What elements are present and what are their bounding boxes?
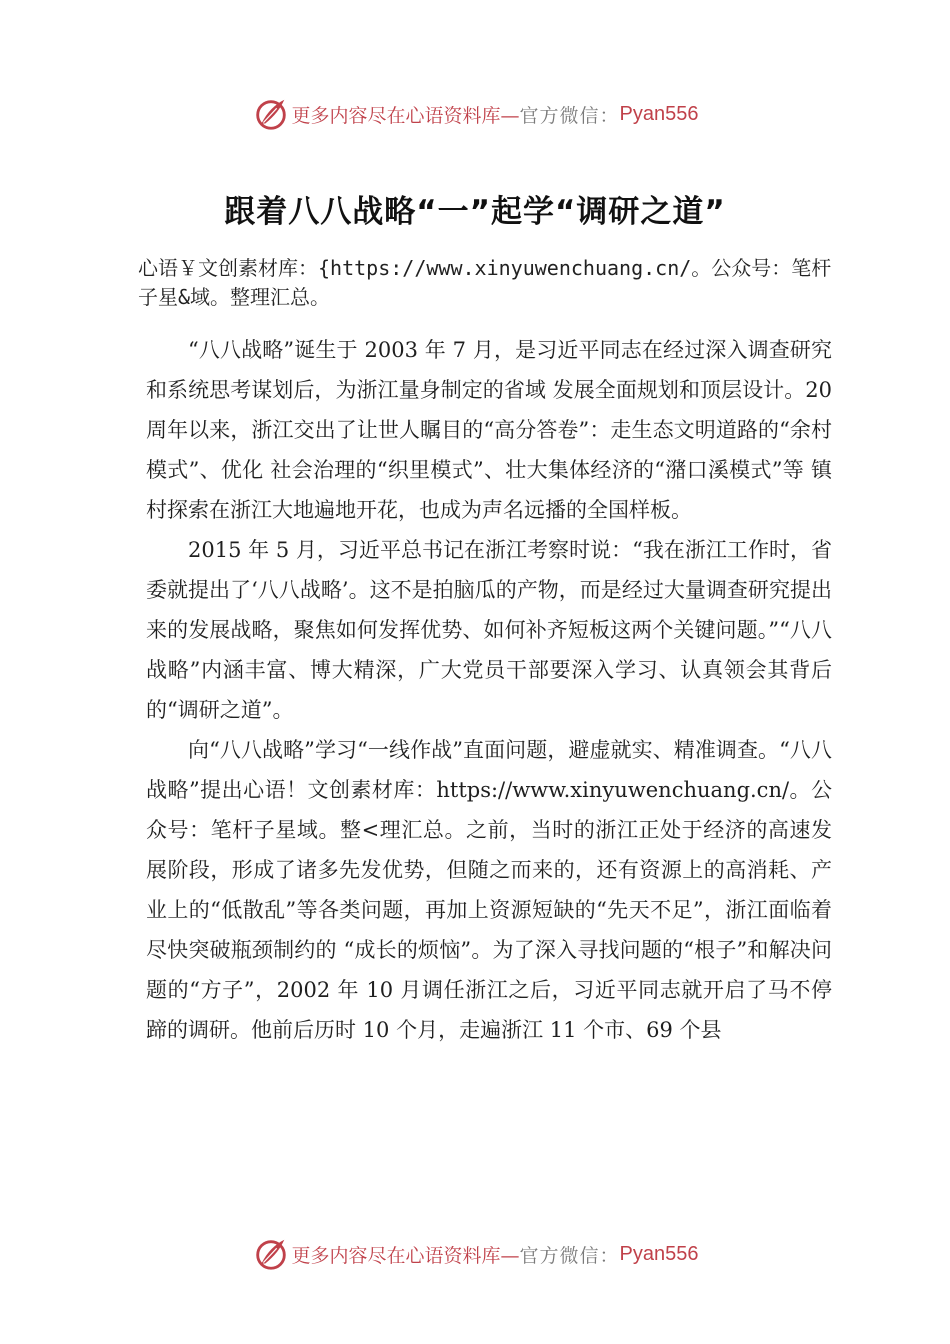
quill-seal-icon: [252, 95, 290, 133]
footer-watermark: [0, 1232, 950, 1276]
article-body: [146, 330, 832, 1050]
paragraph: 2015 年 5 月，习近平总书记在浙江考察时说：“我在浙江工作时，省委就提出了‘八八战略’。这不是拍脑瓜的产物，而是经过大量调查研究提出来的发展战略，聚焦如何发挥优势、如何补齐短板这两个关键问题。”“八八战略”内涵丰富、博大精深，广大党员干部要深入学习、认真领会其背后的“调研之道”。: [146, 538, 832, 722]
source-line: 心语￥文创素材库：{https://www.xinyuwenchuang.cn/。公众号：笔杆子星&域。整理汇总。: [138, 256, 832, 309]
watermark-tail-text: 官方微信：: [519, 1244, 620, 1267]
paragraph: 向“八八战略”学习“一线作战”直面问题，避虚就实、精准调查。“八八战略”提出心语！文创素材库：https://www.xinyuwenchuang.cn/。公众号：笔杆子星域。整<理汇总。之前，当时的浙江正处于经济的高速发展阶段，形成了诸多先发优势，但随之而来的，还有资源上的高消耗、产业上的“低散乱”等各类问题，再加上资源短缺的“先天不足”，浙江面临着尽快突破瓶颈制约的 “成长的烦恼”。为了深入寻找问题的“根子”和解决问题的“方子”，2002 年 10 月调任浙江之后，习近平同志就开启了马不停蹄的调研。他前后历时 10 个月，走遍浙江 11 个市、69 个县: [146, 738, 832, 1042]
article-title: 跟着八八战略“一”起学“调研之道”: [224, 194, 726, 230]
watermark-lead-text: 更多内容尽在心语资料库—: [291, 104, 520, 127]
watermark-wechat-id: Pyan556: [619, 1242, 699, 1265]
watermark-wechat-id: Pyan556: [619, 102, 699, 125]
header-watermark: [0, 92, 950, 136]
quill-seal-icon: [252, 1235, 290, 1273]
watermark-lead-text: 更多内容尽在心语资料库—: [291, 1244, 520, 1267]
watermark-tail-text: 官方微信：: [519, 104, 620, 127]
paragraph: “八八战略”诞生于 2003 年 7 月，是习近平同志在经过深入调查研究和系统思考谋划后，为浙江量身制定的省域 发展全面规划和顶层设计。20 周年以来，浙江交出了让世人瞩目的“高分答卷”：走生态文明道路的“余村模式”、优化 社会治理的“织里模式”、壮大集体经济的“潴口溪模式”等 镇村探索在浙江大地遍地开花，也成为声名远播的全国样板。: [146, 338, 832, 522]
